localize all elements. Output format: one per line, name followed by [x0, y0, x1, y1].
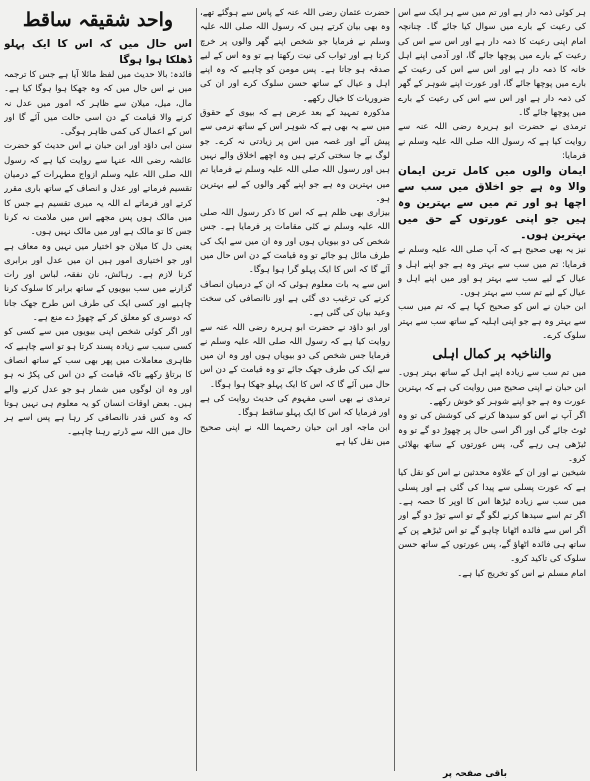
article-paragraph: بیزاری بھی ظلم ہے کہ اس کا ذکر رسول اللہ صلی اللہ علیہ وسلم نے کئی مقامات پر فرمایا ہے۔ جس شخص کی دو بیویاں ہوں اور وہ ان میں سے ایک کی طرف مائل ہو جائے تو وہ قیامت کے دن اس حال میں آئے گا کہ اس کا ایک پہلو گرا ہوا ہوگا۔: [200, 208, 390, 276]
article-paragraph: فائدہ: بالا حدیث میں لفظ مائلا آیا ہے جس کا ترجمہ میں نے اس حال میں کہ وہ جھکا ہوا ہوگا کیا ہے۔ مال، میل، میلان سے ظاہر کہ امور میں عدل نہ کرنے والا قیامت کے دن اسی حالت میں آئے گا اور اس کے اعمال کی کمی ظاہر ہوگی۔: [4, 70, 192, 138]
article-paragraph: اور ابو داؤد نے حضرت ابو ہریرہ رضی اللہ عنہ سے روایت کیا ہے کہ رسول اللہ صلی اللہ علیہ وسلم نے فرمایا جس شخص کی دو بیویاں ہوں اور وہ ان میں سے ایک کی طرف جھک جائے تو وہ قیامت کے دن اس حال میں آئے گا کہ اس کا ایک پہلو جھکا ہوا ہوگا۔: [200, 322, 390, 390]
article-paragraph: شیخین نے اور ان کے علاوہ محدثین نے اس کو نقل کیا ہے کہ عورت پسلی سے پیدا کی گئی ہے اور پسلی میں سب سے زیادہ ٹیڑھا اس کا اوپر کا حصہ ہے۔ اگر تم اسے سیدھا کرنے لگو گے تو اسے توڑ دو گے اور اگر اس سے فائدہ اٹھانا چاہو گے تو اس ٹیڑھے پن کے ساتھ ہی فائدہ اٹھاؤ گے، پس عورتوں کے ساتھ حسن سلوک کی تاکید کرو۔: [398, 468, 586, 565]
bold-quote: ایمان والوں میں کامل ترین ایمان والا وہ ہے جو اخلاق میں سب سے اچھا ہو اور تم میں سے بہترین وہ ہیں جو اپنی عورتوں کے حق میں بہترین ہوں۔: [398, 165, 586, 242]
article-paragraph: اور اگر کوئی شخص اپنی بیویوں میں سے کسی کو کسی سبب سے زیادہ پسند کرتا ہو تو اسے چاہیے کہ ظاہری معاملات میں پھر بھی سب کے ساتھ انصاف کا برتاؤ رکھے تاکہ قیامت کے دن اس کی پکڑ نہ ہو اور وہ ان لوگوں میں شمار ہو جو عدل کرنے والے ہیں۔ بعض اوقات انسان کو یہ معلوم ہی نہیں ہوتا کہ وہ کس قدر ناانصافی کر رہا ہے پس اسے ہر حال میں اللہ سے ڈرتے رہنا چاہیے۔: [4, 327, 192, 438]
column-divider: [394, 8, 395, 771]
article-paragraph: یعنی دل کا میلان جو اختیار میں نہیں وہ معاف ہے اور جو اختیاری امور ہیں ان میں عدل اور برابری کرنا لازم ہے۔ رہائش، نان نفقہ، لباس اور رات گزارنے میں سب بیویوں کے ساتھ برابر کا سلوک کرنا چاہیے اور کسی ایک کی طرف اس طرح جھک جانا کہ دوسری کو معلق کر کے چھوڑ دے منع ہے۔: [4, 241, 192, 324]
article-paragraph: مذکورہ تمہید کے بعد عرض ہے کہ بیوی کے حقوق میں سے یہ بھی ہے کہ شوہر اس کے ساتھ نرمی سے پیش آئے اور غصہ میں اس پر زیادتی نہ کرے۔ جو لوگ بے جا سختی کرتے ہیں وہ اچھے اخلاق والے نہیں ہیں اور رسول اللہ صلی اللہ علیہ وسلم نے فرمایا تم میں بہترین وہ ہے جو اپنے گھر والوں کے لیے بہترین ہو۔: [200, 108, 390, 204]
article-headline: واحد شقیقہ ساقط: [22, 9, 174, 31]
right-column: [398, 6, 586, 773]
column-divider: [196, 8, 197, 771]
article-paragraph: حضرت عثمان رضی اللہ عنہ کے پاس سے ہوگئے تھے، وہ بھی بیان کرتے ہیں کہ رسول اللہ صلی اللہ علیہ وسلم نے فرمایا جو شخص اپنے گھر والوں پر خرچ کرتا ہے اور ثواب کی نیت رکھتا ہے تو وہ اس کے لیے صدقہ ہو جاتا ہے۔ پس مومن کو چاہیے کہ وہ اپنے اہل و عیال کے ساتھ حسن سلوک کرے اور ان کی ضروریات کا خیال رکھے۔: [200, 8, 390, 104]
article-paragraph: ابن ماجہ اور ابن حبان رحمہما اللہ نے اپنی صحیح میں نقل کیا ہے: [200, 422, 390, 447]
article-paragraph: اگر آپ نے اس کو سیدھا کرنے کی کوشش کی تو وہ ٹوٹ جائے گی اور اگر اسی حال پر چھوڑ دو گے تو وہ ٹیڑھی ہی رہے گی، پس عورتوں کے ساتھ بھلائی کرو۔: [398, 411, 586, 465]
article-paragraph: ہر کوئی ذمہ دار ہے اور تم میں سے ہر ایک سے اس کی رعیت کے بارے میں سوال کیا جائے گا۔ چنانچہ امام اپنی رعیت کا ذمہ دار ہے اور اس سے اس کی رعیت کے بارے میں پوچھا جائے گا، اور آدمی اپنے اہل خانہ کا ذمہ دار ہے اور اس سے اس کی رعیت کے بارے میں پوچھا جائے گا، اور عورت اپنے شوہر کے گھر کی ذمہ دار ہے اور اس سے اس کی رعیت کے بارے میں پوچھا جائے گا۔: [398, 8, 586, 119]
article-paragraph: میں تم سب سے زیادہ اپنے اہل کے ساتھ بہتر ہوں۔ ابن حبان نے اپنی صحیح میں روایت کی ہے کہ بہترین عورت وہ ہے جو اپنے شوہر کو خوش رکھے۔: [398, 368, 586, 407]
article-lead: اس حال میں کہ اس کا ایک پہلو ڈھلکا ہوا ہوگا: [4, 38, 192, 66]
article-paragraph: ترمذی نے حضرت ابو ہریرہ رضی اللہ عنہ سے روایت کیا ہے کہ رسول اللہ صلی اللہ علیہ وسلم نے فرمایا:: [398, 122, 586, 161]
middle-column: [200, 6, 390, 773]
article-paragraph: ابن حبان نے اس کو صحیح کہا ہے کہ تم میں سب سے بہتر وہ ہے جو اپنی اہلیہ کے ساتھ سب سے بہتر سلوک کرے۔: [398, 302, 586, 342]
continued-note: باقی صفحہ پر: [443, 769, 507, 779]
closing-line: امام مسلم نے اس کو تخریج کیا ہے۔: [457, 568, 586, 579]
section-heading: والناخبہ بر کمال اہلی: [432, 347, 552, 363]
left-column: [4, 6, 192, 773]
article-paragraph: اس سے یہ بات معلوم ہوئی کہ ان کے درمیان انصاف کرنے کی ترغیب دی گئی ہے اور ناانصافی کی سخت وعید بیان کی گئی ہے۔: [200, 279, 390, 319]
article-paragraph: ترمذی نے بھی اسی مفہوم کی حدیث روایت کی ہے اور فرمایا کہ اس کا ایک پہلو ساقط ہوگا۔: [200, 394, 390, 419]
article-paragraph: نیز یہ بھی صحیح ہے کہ آپ صلی اللہ علیہ وسلم نے فرمایا: تم میں سب سے بہتر وہ ہے جو اپنے اہل و عیال کے لیے سب سے بہتر ہو اور میں اپنے اہل و عیال کے لیے تم سب سے بہتر ہوں۔: [398, 245, 586, 299]
article-paragraph: سنن ابی داؤد اور ابن حبان نے اس حدیث کو حضرت عائشہ رضی اللہ عنہا سے روایت کیا ہے کہ رسول اللہ صلی اللہ علیہ وسلم ازواج مطہرات کے درمیان تقسیم فرماتے اور عدل و انصاف کے ساتھ باری مقرر کرتے اور فرماتے اے اللہ یہ میری تقسیم ہے جس کا میں مالک ہوں پس مجھے اس میں ملامت نہ کرنا جس کا تو مالک ہے اور میں مالک نہیں ہوں۔: [4, 141, 192, 238]
